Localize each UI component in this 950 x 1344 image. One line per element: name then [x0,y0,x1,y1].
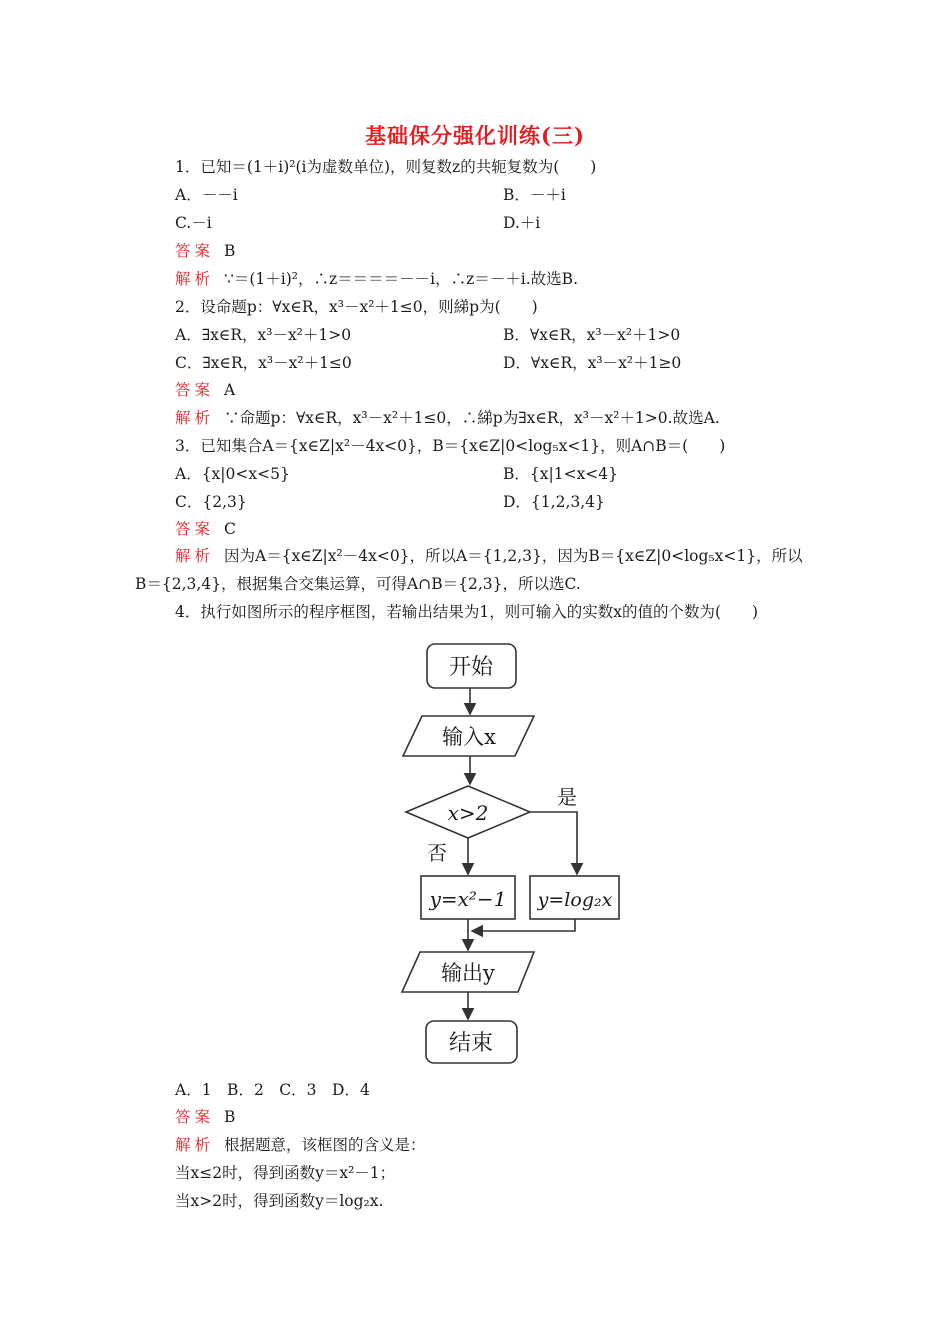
flow-condition-label: x>2 [447,801,489,825]
q3-answer-row [175,519,236,539]
analysis-label: 解析 [175,270,215,288]
flow-no-label: 否 [427,841,447,865]
page-title: 基础保分强化训练(三) [365,123,585,148]
q3-option-c: C．{2,3} [175,493,247,511]
q4-analysis-line-2: 当x≤2时，得到函数y＝x²－1； [175,1164,396,1182]
q2-answer: A [224,381,236,399]
q3-analysis-line-1: 因为A＝{x∈Z|x²－4x<0}，所以A＝{1,2,3}，因为B＝{x∈Z|0<log₅x<1}，所以 [224,547,803,565]
flow-start-label: 开始 [448,655,494,680]
flow-right-box-label: y=log₂x [537,889,613,911]
q3-stem: 3．已知集合A＝{x∈Z|x²－4x<0}，B＝{x∈Z|0<log₅x<1}，则A∩B＝( ) [175,437,726,455]
q4-answer: B [224,1108,236,1126]
q1-answer: B [224,242,236,260]
q2-answer-row [175,380,235,400]
q2-stem: 2．设命题p：∀x∈R，x³－x²＋1≤0，则綈p为( ) [175,298,538,316]
q1-analysis-row [175,269,578,289]
flow-left-box-label: y=x²−1 [429,887,507,911]
q4-stem: 4．执行如图所示的程序框图，若输出结果为1，则可输入的实数x的值的个数为( ) [175,603,759,621]
q3-option-b: B．{x|1<x<4} [503,465,619,483]
flow-arrow-yes [530,812,577,874]
q2-option-c: C．∃x∈R，x³－x²＋1≤0 [175,354,352,372]
q1-stem: 1．已知＝(1＋i)²(i为虚数单位)，则复数z的共轭复数为( ) [175,158,597,176]
q4-analysis-line-1: 根据题意，该框图的含义是： [224,1136,426,1154]
flow-output-label: 输出y [441,961,495,985]
q3-analysis-line-2: B＝{2,3,4}，根据集合交集运算，可得A∩B＝{2,3}，所以选C. [135,575,581,593]
q3-option-d: D．{1,2,3,4} [503,493,605,511]
flow-input-label: 输入x [442,725,496,749]
answer-label: 答案 [175,242,215,260]
q1-answer-row [175,241,235,261]
answer-label: 答案 [175,1108,215,1126]
q2-analysis: ∵命题p：∀x∈R，x³－x²＋1≤0，∴綈p为∃x∈R，x³－x²＋1>0.故选A. [224,409,720,427]
q4-analysis-row [175,1135,426,1155]
flow-arrow-merge [472,919,575,931]
analysis-label: 解析 [175,409,215,427]
q1-option-c: C.－i [175,214,212,232]
q2-option-d: D．∀x∈R，x³－x²＋1≥0 [503,354,682,372]
q1-option-a: A．－－i [175,186,238,204]
q3-analysis-row [175,546,803,566]
answer-label: 答案 [175,381,215,399]
answer-label: 答案 [175,520,215,538]
q3-option-a: A．{x|0<x<5} [175,465,290,483]
q3-answer: C [224,520,236,538]
flow-end-label: 结束 [448,1031,494,1056]
q2-analysis-row [175,408,720,428]
flow-yes-label: 是 [557,785,577,809]
analysis-label: 解析 [175,1136,215,1154]
q1-analysis: ∵＝(1＋i)²，∴z＝＝＝＝－－i，∴z＝－＋i.故选B. [224,270,578,288]
q2-option-b: B．∀x∈R，x³－x²＋1>0 [503,326,681,344]
q4-options: A．1 B．2 C．3 D．4 [175,1081,370,1099]
q1-option-b: B．－＋i [503,186,566,204]
flowchart [0,630,950,1070]
q4-analysis-line-3: 当x>2时，得到函数y＝log₂x. [175,1192,384,1210]
q1-option-d: D.＋i [503,214,541,232]
q4-answer-row [175,1107,235,1127]
q2-option-a: A．∃x∈R，x³－x²＋1>0 [175,326,352,344]
analysis-label: 解析 [175,547,215,565]
